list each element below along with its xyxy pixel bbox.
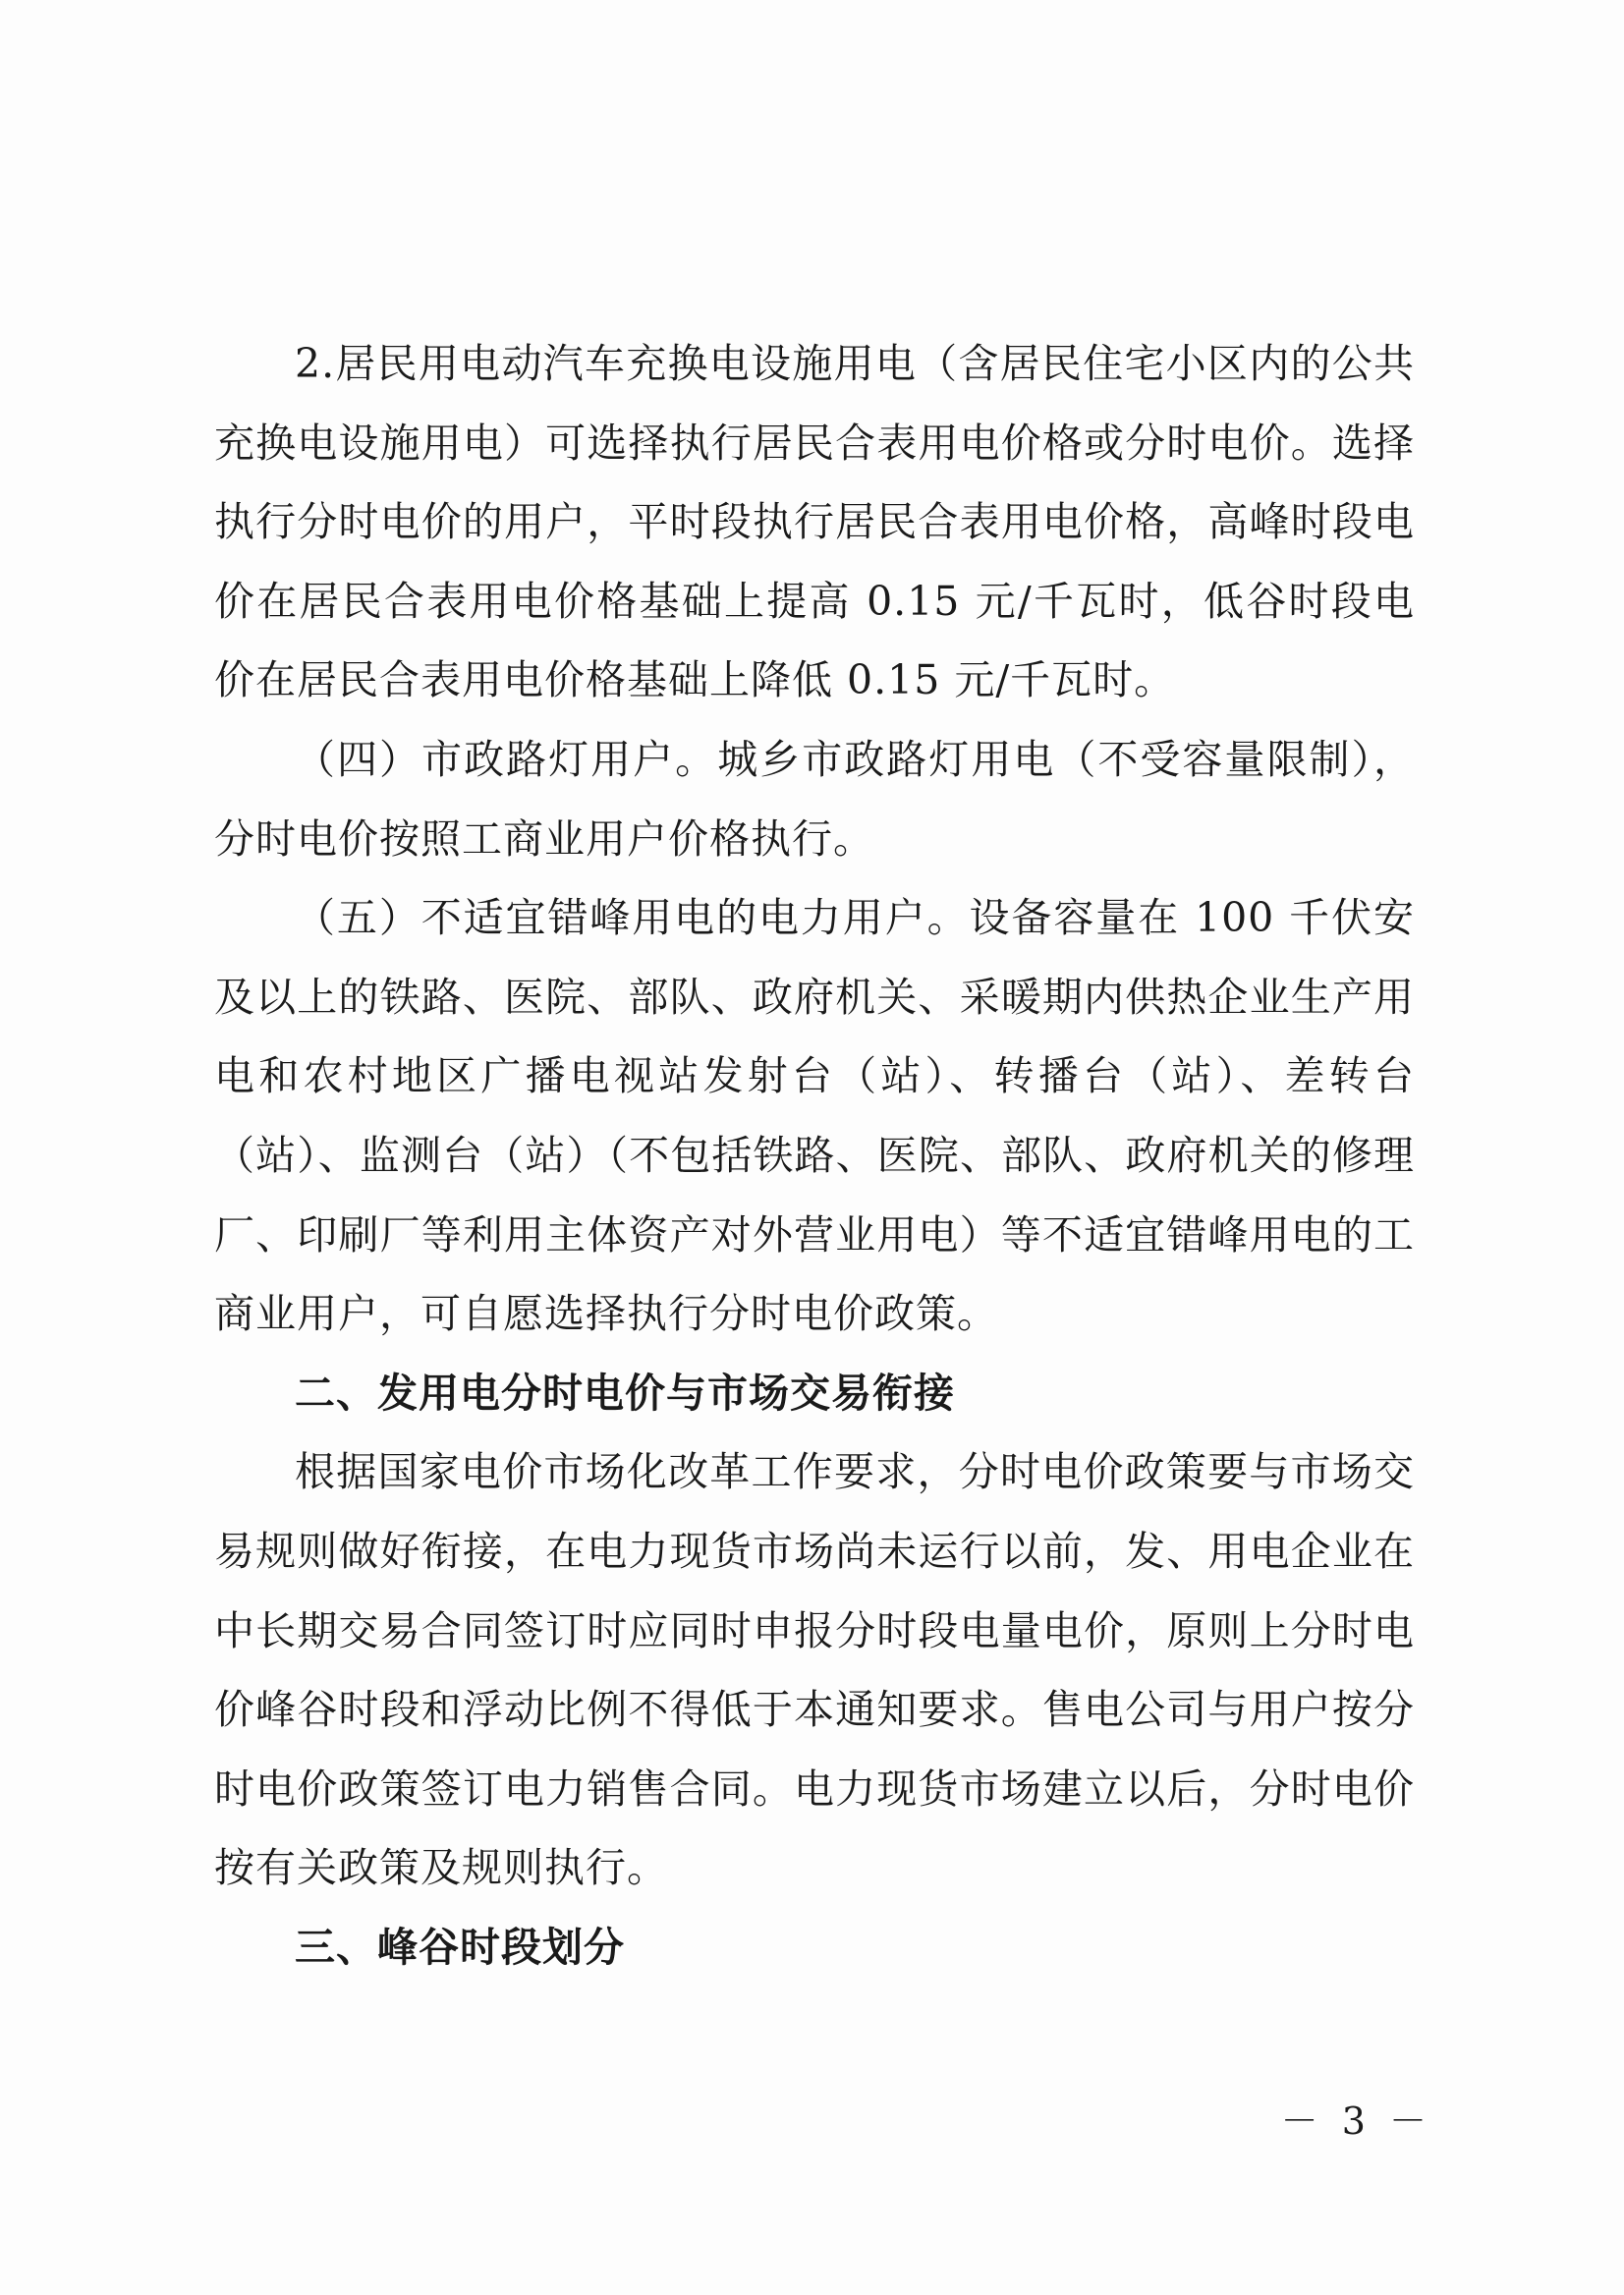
- unsuitable-users-lead: （五）不适宜错峰用电的电力用户。: [295, 894, 970, 942]
- section-heading-peak-valley: 三、峰谷时段划分: [295, 1923, 625, 1971]
- body-text: [214, 324, 1415, 1987]
- paragraph-street-lights: [214, 720, 1415, 878]
- paragraph-ev-charging: 2.居民用电动汽车充换电设施用电（含居民住宅小区内的公共充换电设施用电）可选择执行居民合表用电价格或分时电价。选择执行分时电价的用户，平时段执行居民合表用电价格，高峰时段电价在居民合表用电价格基础上提高 0.15 元/千瓦时，低谷时段电价在居民合表用电价格基础上降低 0.15 元/千瓦时。: [214, 340, 1415, 704]
- page-number: － 3 －: [1280, 2099, 1432, 2143]
- unsuitable-users-body: 设备容量在 100 千伏安及以上的铁路、医院、部队、政府机关、采暖期内供热企业生产用电和农村地区广播电视站发射台（站）、转播台（站）、差转台（站）、监测台（站）（不包括铁路、医院、部队、政府机关的修理厂、印刷厂等利用主体资产对外营业用电）等不适宜错峰用电的工商业用户，可自愿选择执行分时电价政策。: [214, 894, 1415, 1338]
- section-heading-market-connection: 二、发用电分时电价与市场交易衔接: [295, 1369, 955, 1417]
- paragraph-market-rules: 根据国家电价市场化改革工作要求，分时电价政策要与市场交易规则做好衔接，在电力现货市场尚未运行以前，发、用电企业在中长期交易合同签订时应同时申报分时段电量电价，原则上分时电价峰谷时段和浮动比例不得低于本通知要求。售电公司与用户按分时电价政策签订电力销售合同。电力现货市场建立以后，分时电价按有关政策及规则执行。: [214, 1448, 1415, 1892]
- street-lights-lead: （四）市政路灯用户。: [295, 735, 718, 783]
- street-lights-body: 城乡市政路灯用电（不受容量限制），分时电价按照工商业用户价格执行。: [214, 735, 1416, 863]
- paragraph-unsuitable-users: [214, 878, 1415, 1354]
